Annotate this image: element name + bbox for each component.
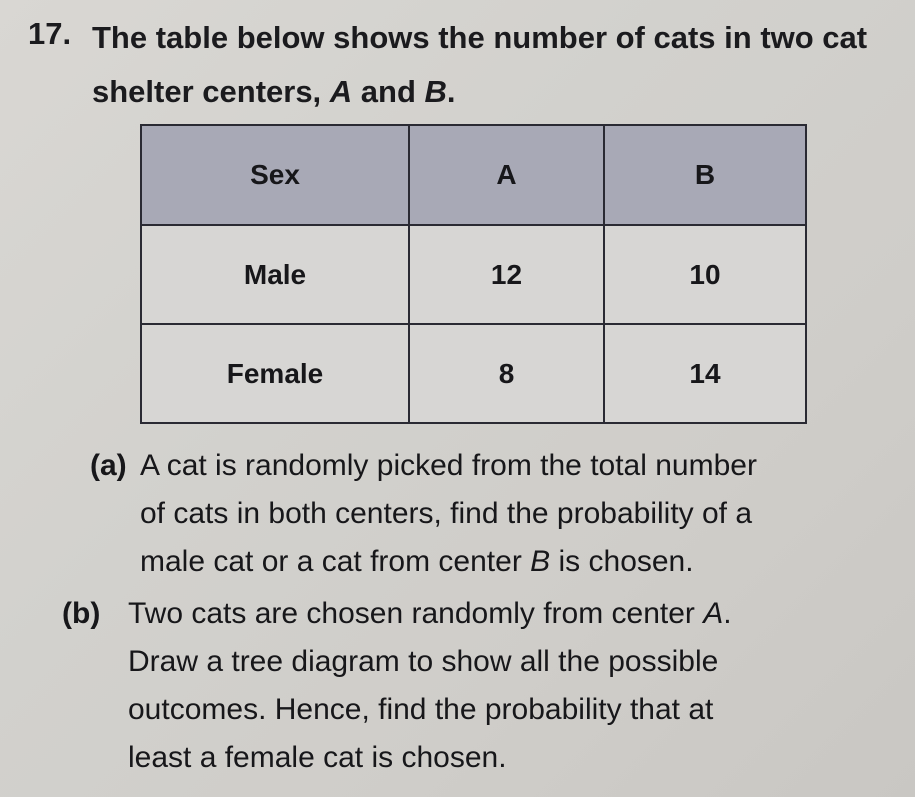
- part-b-var-a: A: [703, 597, 724, 630]
- part-b-line-4: least a female cat is chosen.: [128, 741, 507, 774]
- cell-female-a: 8: [409, 324, 604, 423]
- part-a-line-2: of cats in both centers, find the probability of a: [140, 497, 753, 530]
- cell-female-label: Female: [141, 324, 409, 423]
- cell-female-b: 14: [604, 324, 806, 423]
- part-a-var-b: B: [530, 545, 551, 578]
- part-b-line-1-end: .: [723, 597, 732, 630]
- table-header-row: [141, 125, 806, 225]
- question-stem: [92, 11, 892, 119]
- part-a-line-3-end: is chosen.: [550, 545, 694, 578]
- stem-var-a: A: [329, 74, 353, 109]
- cell-male-a: 12: [409, 225, 604, 324]
- header-a: A: [409, 125, 604, 225]
- stem-line-1: The table below shows the number of cats in two cat: [92, 20, 868, 55]
- part-b-line-1: [128, 590, 878, 638]
- part-b-body: [128, 590, 878, 782]
- stem-var-b: B: [424, 74, 447, 109]
- part-b-line-2: Draw a tree diagram to show all the possible: [128, 645, 719, 678]
- part-b-line-1-text: Two cats are chosen randomly from center: [128, 597, 704, 630]
- table-row-female: [141, 324, 806, 423]
- part-b-label: (b): [62, 597, 101, 630]
- header-b: B: [604, 125, 806, 225]
- cat-shelter-table: [140, 124, 807, 424]
- stem-line-2-text: shelter centers,: [92, 74, 330, 109]
- part-a-label: (a): [90, 449, 127, 482]
- stem-and: and: [352, 74, 425, 109]
- stem-line-2: [92, 65, 892, 119]
- part-b-line-3: outcomes. Hence, find the probability that at: [128, 693, 714, 726]
- question-number: 17.: [28, 16, 72, 51]
- header-sex: Sex: [141, 125, 409, 225]
- part-a-line-1: A cat is randomly picked from the total number: [140, 449, 757, 482]
- table-row-male: [141, 225, 806, 324]
- part-a-body: [140, 442, 878, 586]
- part-a-line-3-text: male cat or a cat from center: [140, 545, 531, 578]
- cell-male-b: 10: [604, 225, 806, 324]
- part-a-line-3: [140, 538, 878, 586]
- stem-end: .: [446, 74, 456, 109]
- data-table-container: [140, 124, 805, 418]
- cell-male-label: Male: [141, 225, 409, 324]
